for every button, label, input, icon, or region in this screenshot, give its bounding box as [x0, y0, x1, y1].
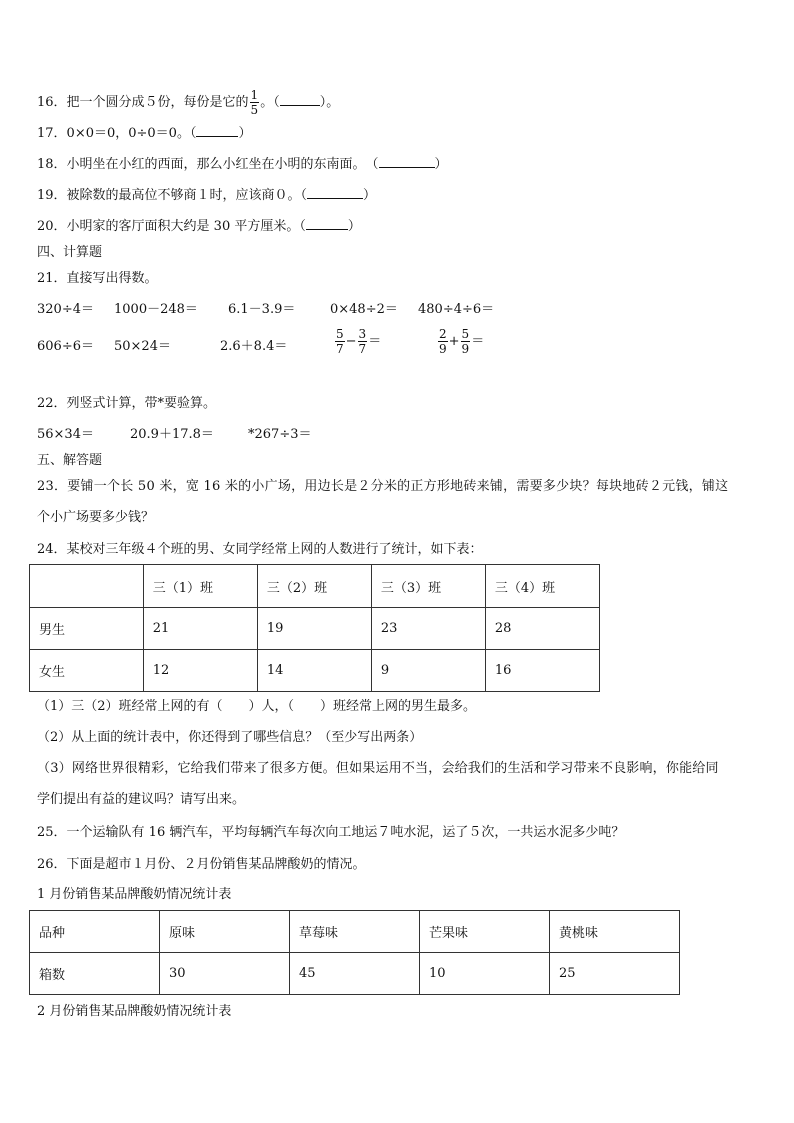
table-cell: 28 [485, 608, 599, 650]
frac-num: 3 [358, 327, 367, 341]
frac-num: 2 [439, 327, 447, 341]
question-21-title: 21．直接写出得数。 [37, 271, 158, 286]
calc-item: 480÷4÷6＝ [418, 302, 495, 317]
table-cell: 45 [289, 953, 419, 995]
table-cell: 箱数 [30, 953, 160, 995]
q24-sub-question-1: （1）三（2）班经常上网的有（ ）人，（ ）班经常上网的男生最多。 [37, 699, 477, 714]
question-16 [37, 88, 339, 117]
table-cell: 25 [549, 953, 679, 995]
calc-item: 2.6＋8.4＝ [220, 339, 288, 354]
frac-den: 9 [461, 342, 470, 356]
table-cell: 男生 [30, 608, 144, 650]
q19-answer-blank[interactable] [307, 186, 363, 199]
calc-item: 0×48÷2＝ [330, 302, 398, 317]
q26-table-caption-1: 1 月份销售某品牌酸奶情况统计表 [37, 887, 232, 902]
q24-sub-question-3-line1: （3）网络世界很精彩，它给我们带来了很多方便。但如果运用不当，会给我们的生活和学习带来不良影响，你能给同 [37, 761, 719, 776]
q19-close: ） [363, 188, 377, 203]
calc-item: 320÷4＝ [37, 302, 94, 317]
table-cell: 三（2）班 [257, 565, 371, 608]
fraction-expression-1 [334, 327, 381, 356]
table-row [30, 650, 600, 692]
question-23-line2: 个小广场要多少钱？ [37, 510, 155, 525]
q17-answer-blank[interactable] [196, 124, 238, 137]
question-17 [37, 124, 251, 143]
table-header-row [30, 911, 680, 953]
q24-sub-question-2: （2）从上面的统计表中，你还得到了哪些信息？（至少写出两条） [37, 730, 423, 745]
table-cell: 三（4）班 [485, 565, 599, 608]
question-26-title: 26．下面是超市１月份、２月份销售某品牌酸奶的情况。 [37, 857, 366, 872]
frac-den: 7 [336, 342, 344, 356]
fraction-expression-2 [437, 327, 484, 356]
vertical-calc-item: 56×34＝ [37, 427, 94, 442]
frac-num: 5 [336, 327, 344, 341]
q16-frac-num: 1 [250, 88, 259, 102]
section-5-heading: 五、解答题 [37, 453, 103, 468]
operator: − [345, 334, 357, 349]
q16-fraction [250, 88, 260, 117]
table-row [30, 953, 680, 995]
table-cell: 9 [371, 650, 485, 692]
question-25: 25．一个运输队有 16 辆汽车，平均每辆汽车每次向工地运７吨水泥，运了５次，一共运水泥多少吨？ [37, 825, 625, 840]
table-cell: 21 [143, 608, 257, 650]
table-cell: 19 [257, 608, 371, 650]
calc-item: 6.1－3.9＝ [228, 302, 296, 317]
table-cell: 12 [143, 650, 257, 692]
calc-item: 1000－248＝ [114, 302, 198, 317]
table-cell: 芒果味 [419, 911, 549, 953]
vertical-calc-item: *267÷3＝ [248, 427, 312, 442]
table-row [30, 608, 600, 650]
q20-close: ） [347, 219, 361, 234]
q20-answer-blank[interactable] [306, 217, 348, 230]
table-cell [30, 565, 144, 608]
table-cell: 草莓味 [289, 911, 419, 953]
question-18 [37, 155, 448, 174]
fraction [358, 327, 368, 356]
q19-text: 19．被除数的最高位不够商１时，应该商０。（ [37, 188, 308, 203]
table-cell: 10 [419, 953, 549, 995]
q18-answer-blank[interactable] [379, 155, 435, 168]
table-cell: 三（1）班 [143, 565, 257, 608]
q24-stats-table [29, 564, 600, 692]
q20-text: 20．小明家的客厅面积大约是 30 平方厘米。（ [37, 219, 306, 234]
question-24-title: 24．某校对三年级４个班的男、女同学经常上网的人数进行了统计，如下表： [37, 542, 483, 557]
question-23-line1: 23．要铺一个长 50 米，宽 16 米的小广场，用边长是２分米的正方形地砖来铺，需要多少块？每块地砖２元钱，铺这 [37, 479, 729, 494]
q24-sub-question-3-line2: 学们提出有益的建议吗？请写出来。 [37, 792, 246, 807]
table-cell: 品种 [30, 911, 160, 953]
table-cell: 23 [371, 608, 485, 650]
table-cell: 黄桃味 [549, 911, 679, 953]
calc-item: 50×24＝ [114, 339, 171, 354]
q26-sales-table [29, 910, 680, 995]
q16-text: 16．把一个圆分成５份，每份是它的 [37, 95, 249, 110]
fraction [438, 327, 448, 356]
table-cell: 三（3）班 [371, 565, 485, 608]
q16-frac-den: 5 [250, 103, 259, 117]
question-22-title: 22．列竖式计算，带*要验算。 [37, 396, 217, 411]
table-header-row [30, 565, 600, 608]
table-cell: 女生 [30, 650, 144, 692]
q16-close: ）。 [319, 95, 340, 110]
question-20 [37, 217, 361, 236]
q18-text: 18．小明坐在小红的西面，那么小红坐在小明的东南面。 （ [37, 157, 379, 172]
frac-den: 7 [358, 342, 367, 356]
fraction [335, 327, 345, 356]
q16-after: 。（ [260, 95, 280, 110]
frac-num: 5 [461, 327, 470, 341]
operator: + [448, 334, 460, 349]
question-19 [37, 186, 376, 205]
table-cell: 30 [159, 953, 289, 995]
equals: ＝ [471, 334, 485, 349]
q16-answer-blank[interactable] [280, 93, 320, 106]
frac-den: 9 [439, 342, 447, 356]
q18-close: ） [434, 157, 448, 172]
section-4-heading: 四、计算题 [37, 245, 103, 260]
q17-text: 17．0×0＝0，0÷0＝0。（ [37, 126, 197, 141]
vertical-calc-item: 20.9＋17.8＝ [130, 427, 214, 442]
q17-close: ） [238, 126, 252, 141]
table-cell: 16 [485, 650, 599, 692]
fraction [461, 327, 471, 356]
q26-table-caption-2: 2 月份销售某品牌酸奶情况统计表 [37, 1004, 232, 1019]
calc-item: 606÷6＝ [37, 339, 94, 354]
table-cell: 原味 [159, 911, 289, 953]
equals: ＝ [368, 334, 382, 349]
table-cell: 14 [257, 650, 371, 692]
